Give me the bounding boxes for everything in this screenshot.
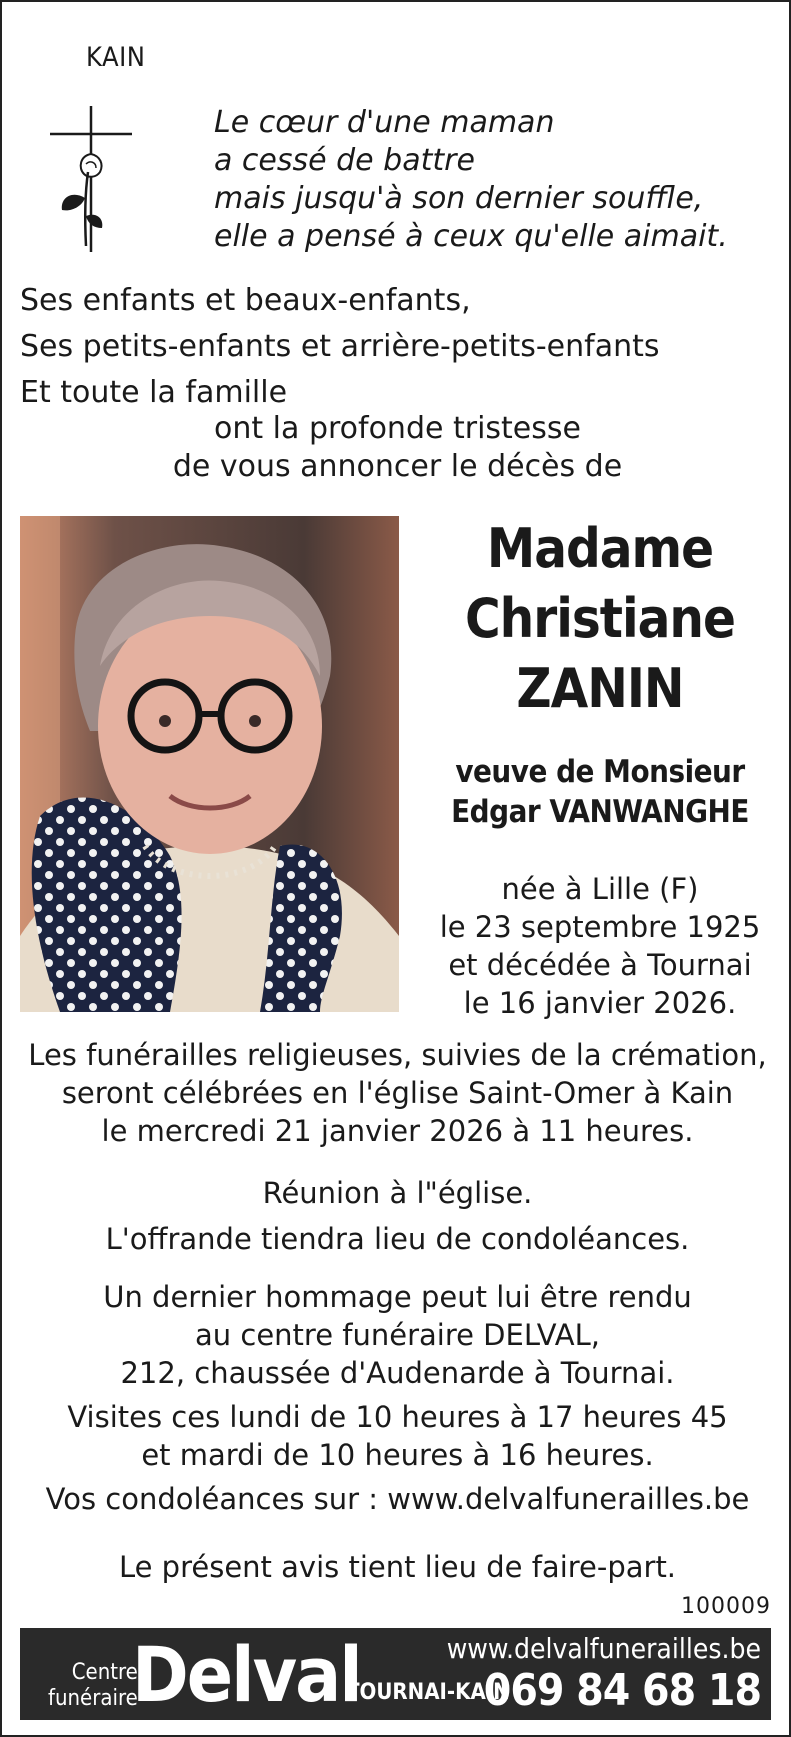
- date-line: le 16 janvier 2026.: [463, 986, 737, 1020]
- tribute-line: Un dernier hommage peut lui être rendu: [103, 1280, 692, 1314]
- tribute-details: [2, 1278, 791, 1392]
- family-line: Et toute la famille: [20, 375, 288, 410]
- funeral-home-banner: [20, 1628, 771, 1720]
- widow-line: veuve de Monsieur: [455, 754, 745, 790]
- centre-line: funéraire: [48, 1686, 138, 1711]
- notice-line: Le présent avis tient lieu de faire-part.: [118, 1550, 677, 1584]
- locality-label: KAIN: [86, 42, 146, 73]
- announcement: [2, 410, 791, 486]
- poem: [214, 104, 728, 256]
- brand-city: TOURNAI-KAIN: [346, 1680, 510, 1705]
- name-line: ZANIN: [516, 657, 684, 720]
- meeting-line: L'offrande tiendra lieu de condoléances.: [105, 1222, 690, 1256]
- portrait-photo: [20, 516, 399, 1012]
- condolences-line: Vos condoléances sur : www.delvalfunerailles.be: [45, 1482, 750, 1516]
- family-list: [20, 278, 660, 416]
- poem-line: Le cœur d'une maman: [214, 105, 555, 140]
- date-line: le 23 septembre 1925: [439, 910, 761, 944]
- visit-hours: [2, 1398, 791, 1474]
- tribute-line: au centre funéraire DELVAL,: [195, 1318, 600, 1352]
- date-line: et décédée à Tournai: [448, 948, 752, 982]
- meeting-details: [2, 1170, 791, 1262]
- centre-funeraire-label: [48, 1660, 138, 1712]
- name-line: Madame: [486, 517, 714, 580]
- family-line: Ses enfants et beaux-enfants,: [20, 283, 471, 318]
- announcement-line: de vous annoncer le décès de: [172, 449, 623, 484]
- funeral-details: [2, 1036, 791, 1150]
- cross-with-rose-icon: [50, 106, 132, 252]
- visit-line: et mardi de 10 heures à 16 heures.: [141, 1438, 654, 1472]
- visit-line: Visites ces lundi de 10 heures à 17 heures 45: [67, 1400, 728, 1434]
- name-line: Christiane: [465, 587, 735, 650]
- poem-line: mais jusqu'à son dernier souffle,: [214, 181, 704, 216]
- deceased-name: [420, 514, 780, 724]
- widow-line: Edgar VANWANGHE: [451, 794, 749, 830]
- poem-line: a cessé de battre: [214, 143, 475, 178]
- funeral-line: le mercredi 21 janvier 2026 à 11 heures.: [101, 1114, 694, 1148]
- brand-phone: 069 84 68 18: [483, 1665, 761, 1716]
- date-line: née à Lille (F): [501, 872, 699, 906]
- brand-name: Delval: [132, 1630, 361, 1719]
- centre-line: Centre: [71, 1660, 138, 1685]
- poem-line: elle a pensé à ceux qu'elle aimait.: [214, 219, 728, 254]
- announcement-line: ont la profonde tristesse: [214, 411, 581, 446]
- funeral-line: seront célébrées en l'église Saint-Omer à Kain: [61, 1076, 734, 1110]
- tribute-line: 212, chaussée d'Audenarde à Tournai.: [120, 1356, 675, 1390]
- funeral-line: Les funérailles religieuses, suivies de la crémation,: [28, 1038, 767, 1072]
- family-line: Ses petits-enfants et arrière-petits-enfants: [20, 329, 660, 364]
- reference-number: 100009: [681, 1594, 771, 1619]
- widow-of: [420, 752, 780, 832]
- birth-death-dates: [420, 870, 780, 1022]
- brand-website: www.delvalfunerailles.be: [446, 1632, 761, 1665]
- meeting-line: Réunion à l"église.: [262, 1176, 533, 1210]
